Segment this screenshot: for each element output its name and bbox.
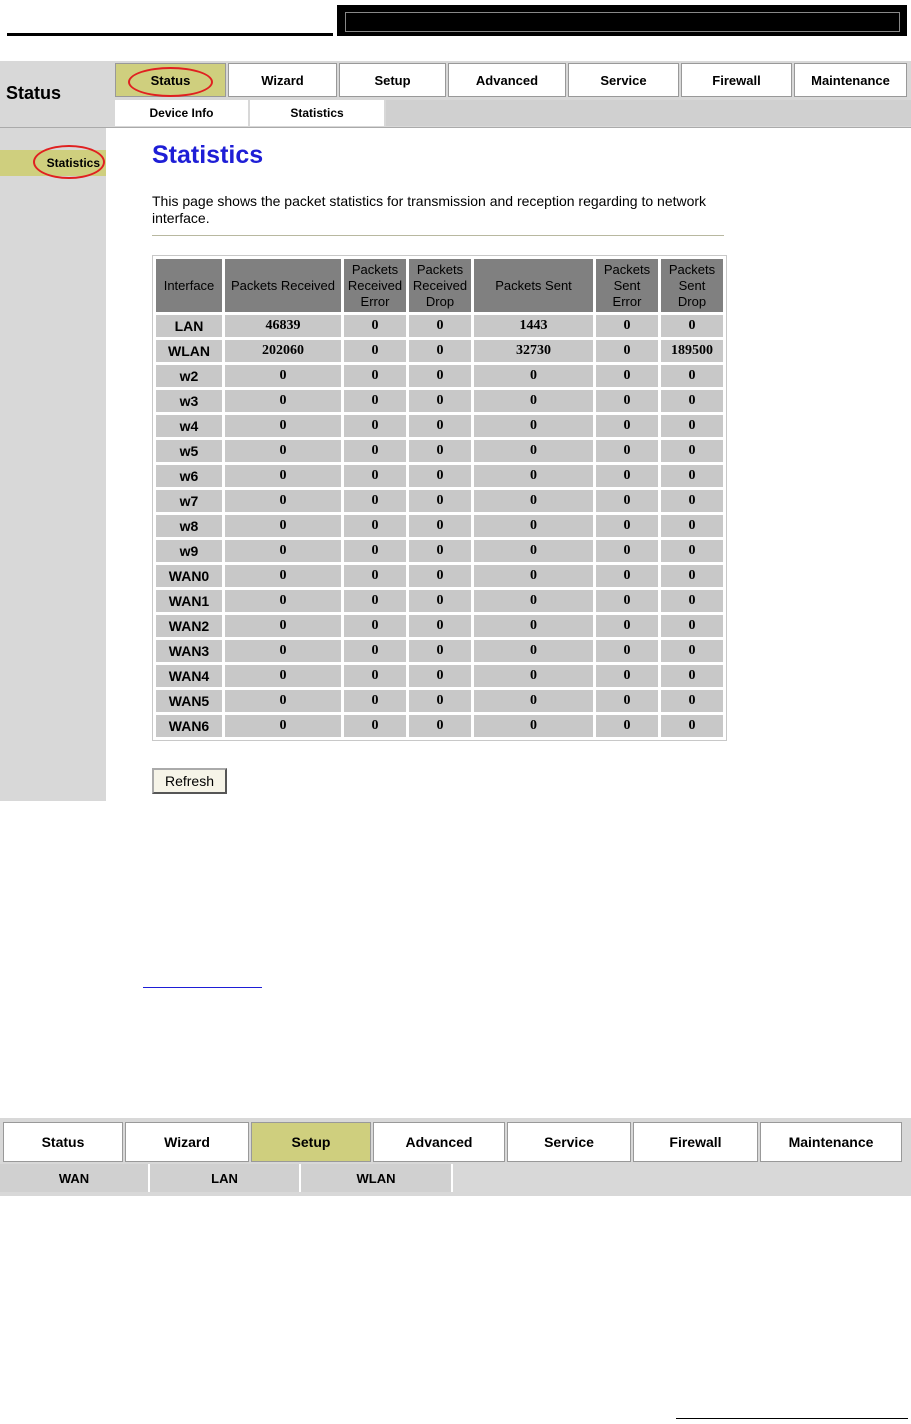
cell-packets-received-error: 0 xyxy=(344,615,406,637)
table-row xyxy=(156,540,723,562)
subtab-wlan[interactable]: WLAN xyxy=(301,1164,453,1192)
tab-status[interactable]: Status xyxy=(3,1122,123,1162)
table-row xyxy=(156,340,723,362)
cell-packets-sent: 0 xyxy=(474,715,593,737)
cell-packets-sent-drop: 189500 xyxy=(661,340,723,362)
header-black-bar-frame xyxy=(345,12,900,32)
cell-interface: WAN4 xyxy=(156,665,222,687)
header-packets-received-drop: Packets Received Drop xyxy=(409,259,471,312)
cell-packets-received-error: 0 xyxy=(344,315,406,337)
cell-packets-sent-drop: 0 xyxy=(661,515,723,537)
cell-packets-received: 0 xyxy=(225,440,341,462)
table-row xyxy=(156,490,723,512)
sub-tabs xyxy=(115,100,911,126)
refresh-button[interactable]: Refresh xyxy=(152,768,227,794)
cell-packets-received: 0 xyxy=(225,715,341,737)
table-row xyxy=(156,365,723,387)
cell-interface: w5 xyxy=(156,440,222,462)
cell-packets-sent-error: 0 xyxy=(596,365,658,387)
cell-packets-sent: 1443 xyxy=(474,315,593,337)
cell-packets-sent: 0 xyxy=(474,490,593,512)
header-packets-sent: Packets Sent xyxy=(474,259,593,312)
header-interface: Interface xyxy=(156,259,222,312)
tab-maintenance[interactable]: Maintenance xyxy=(794,63,907,97)
cell-packets-received: 0 xyxy=(225,365,341,387)
cell-packets-sent-drop: 0 xyxy=(661,665,723,687)
cell-packets-received-error: 0 xyxy=(344,440,406,462)
cell-interface: w3 xyxy=(156,390,222,412)
cell-packets-sent-drop: 0 xyxy=(661,390,723,412)
cell-packets-sent-error: 0 xyxy=(596,415,658,437)
cell-interface: WAN2 xyxy=(156,615,222,637)
cell-packets-sent: 0 xyxy=(474,365,593,387)
cell-packets-sent-error: 0 xyxy=(596,665,658,687)
cell-packets-sent-error: 0 xyxy=(596,590,658,612)
cell-packets-received-error: 0 xyxy=(344,715,406,737)
cell-packets-sent-error: 0 xyxy=(596,715,658,737)
tab-status[interactable]: Status xyxy=(115,63,226,97)
cell-packets-sent: 0 xyxy=(474,640,593,662)
statistics-table-body xyxy=(156,315,723,737)
table-row xyxy=(156,465,723,487)
cell-interface: LAN xyxy=(156,315,222,337)
nav-separator xyxy=(0,127,911,128)
table-row xyxy=(156,515,723,537)
cell-packets-received-drop: 0 xyxy=(409,390,471,412)
cell-packets-sent: 0 xyxy=(474,390,593,412)
cell-packets-received: 0 xyxy=(225,615,341,637)
cell-packets-sent: 0 xyxy=(474,590,593,612)
statistics-screenshot xyxy=(0,61,911,801)
cell-packets-sent: 0 xyxy=(474,565,593,587)
tab-setup[interactable]: Setup xyxy=(251,1122,371,1162)
cell-packets-received: 0 xyxy=(225,390,341,412)
cell-packets-sent-error: 0 xyxy=(596,515,658,537)
tab-advanced[interactable]: Advanced xyxy=(373,1122,505,1162)
cell-packets-sent-drop: 0 xyxy=(661,690,723,712)
cell-packets-sent: 0 xyxy=(474,440,593,462)
table-row xyxy=(156,640,723,662)
tab-service[interactable]: Service xyxy=(507,1122,631,1162)
cell-packets-received: 202060 xyxy=(225,340,341,362)
cell-packets-received-error: 0 xyxy=(344,340,406,362)
cell-packets-received-error: 0 xyxy=(344,515,406,537)
cell-interface: w4 xyxy=(156,415,222,437)
cell-packets-sent-drop: 0 xyxy=(661,590,723,612)
sidebar xyxy=(0,128,106,801)
section-label: Status xyxy=(6,83,62,103)
header-packets-sent-drop: Packets Sent Drop xyxy=(661,259,723,312)
tab-firewall[interactable]: Firewall xyxy=(681,63,792,97)
cell-interface: w9 xyxy=(156,540,222,562)
tab-maintenance[interactable]: Maintenance xyxy=(760,1122,902,1162)
cell-packets-received-error: 0 xyxy=(344,540,406,562)
table-row xyxy=(156,415,723,437)
cell-packets-sent-error: 0 xyxy=(596,340,658,362)
header-packets-received-error: Packets Received Error xyxy=(344,259,406,312)
cell-interface: w7 xyxy=(156,490,222,512)
cell-packets-sent: 0 xyxy=(474,540,593,562)
cell-packets-received-drop: 0 xyxy=(409,565,471,587)
setup-sub-tabs xyxy=(0,1164,453,1192)
cell-packets-received-drop: 0 xyxy=(409,690,471,712)
sidebar-item-statistics[interactable]: Statistics xyxy=(0,150,106,176)
subtab-statistics[interactable]: Statistics xyxy=(250,100,386,126)
table-row xyxy=(156,590,723,612)
cell-packets-received-drop: 0 xyxy=(409,615,471,637)
table-row xyxy=(156,615,723,637)
cell-packets-received: 0 xyxy=(225,540,341,562)
cell-packets-received-drop: 0 xyxy=(409,490,471,512)
cell-packets-sent-error: 0 xyxy=(596,315,658,337)
subtab-device-info[interactable]: Device Info xyxy=(115,100,250,126)
cell-interface: WAN6 xyxy=(156,715,222,737)
cell-packets-received-error: 0 xyxy=(344,690,406,712)
cell-packets-received-error: 0 xyxy=(344,490,406,512)
setup-main-tabs xyxy=(3,1122,902,1162)
cell-packets-sent-error: 0 xyxy=(596,440,658,462)
cell-interface: WAN5 xyxy=(156,690,222,712)
cell-packets-sent: 0 xyxy=(474,415,593,437)
cell-packets-received-drop: 0 xyxy=(409,515,471,537)
page-title: Statistics xyxy=(152,141,264,169)
cell-packets-sent-drop: 0 xyxy=(661,365,723,387)
page-description: This page shows the packet statistics for transmission and reception regarding to network interface. xyxy=(152,193,707,226)
cell-interface: w8 xyxy=(156,515,222,537)
cell-packets-received: 0 xyxy=(225,490,341,512)
subtab-filler xyxy=(386,100,911,126)
header-rule xyxy=(7,33,333,36)
tab-advanced[interactable]: Advanced xyxy=(448,63,566,97)
cell-packets-sent-drop: 0 xyxy=(661,615,723,637)
cell-packets-received-drop: 0 xyxy=(409,590,471,612)
cell-packets-sent: 0 xyxy=(474,615,593,637)
cell-packets-received: 0 xyxy=(225,640,341,662)
header-packets-sent-error: Packets Sent Error xyxy=(596,259,658,312)
cell-packets-received-drop: 0 xyxy=(409,715,471,737)
cell-packets-received-error: 0 xyxy=(344,640,406,662)
cell-packets-received-error: 0 xyxy=(344,465,406,487)
cell-packets-sent-error: 0 xyxy=(596,465,658,487)
table-row xyxy=(156,440,723,462)
cell-packets-received-drop: 0 xyxy=(409,440,471,462)
cell-packets-sent-drop: 0 xyxy=(661,440,723,462)
cell-packets-received-drop: 0 xyxy=(409,665,471,687)
footer-rule xyxy=(676,1418,908,1419)
cell-packets-sent-drop: 0 xyxy=(661,565,723,587)
tab-firewall[interactable]: Firewall xyxy=(633,1122,758,1162)
divider xyxy=(152,235,724,236)
cell-packets-received-error: 0 xyxy=(344,565,406,587)
cell-packets-sent: 0 xyxy=(474,465,593,487)
cell-packets-received-drop: 0 xyxy=(409,315,471,337)
cell-packets-sent-drop: 0 xyxy=(661,315,723,337)
cell-packets-sent-error: 0 xyxy=(596,490,658,512)
cell-interface: WAN0 xyxy=(156,565,222,587)
cell-interface: WAN3 xyxy=(156,640,222,662)
setup-menu-screenshot xyxy=(0,1118,911,1196)
link-underline xyxy=(143,987,262,988)
cell-packets-sent: 0 xyxy=(474,665,593,687)
cell-packets-received-error: 0 xyxy=(344,390,406,412)
cell-packets-received-drop: 0 xyxy=(409,365,471,387)
tab-setup[interactable]: Setup xyxy=(339,63,446,97)
cell-packets-sent-drop: 0 xyxy=(661,490,723,512)
cell-interface: w2 xyxy=(156,365,222,387)
cell-packets-sent-error: 0 xyxy=(596,390,658,412)
cell-packets-sent-error: 0 xyxy=(596,540,658,562)
cell-packets-received: 0 xyxy=(225,565,341,587)
cell-packets-received-error: 0 xyxy=(344,415,406,437)
cell-packets-received: 0 xyxy=(225,465,341,487)
tab-wizard[interactable]: Wizard xyxy=(125,1122,249,1162)
cell-packets-received: 0 xyxy=(225,590,341,612)
header-packets-received: Packets Received xyxy=(225,259,341,312)
cell-packets-sent-drop: 0 xyxy=(661,715,723,737)
cell-packets-sent: 32730 xyxy=(474,340,593,362)
cell-packets-received-error: 0 xyxy=(344,365,406,387)
cell-packets-sent-error: 0 xyxy=(596,615,658,637)
cell-interface: w6 xyxy=(156,465,222,487)
cell-packets-sent-error: 0 xyxy=(596,690,658,712)
cell-packets-sent-drop: 0 xyxy=(661,465,723,487)
cell-packets-received-drop: 0 xyxy=(409,340,471,362)
main-tabs xyxy=(115,63,907,97)
tab-service[interactable]: Service xyxy=(568,63,679,97)
cell-packets-sent-error: 0 xyxy=(596,565,658,587)
cell-packets-received-drop: 0 xyxy=(409,640,471,662)
cell-packets-sent: 0 xyxy=(474,690,593,712)
table-row xyxy=(156,715,723,737)
cell-packets-received-drop: 0 xyxy=(409,415,471,437)
table-row xyxy=(156,690,723,712)
cell-packets-sent-drop: 0 xyxy=(661,540,723,562)
cell-packets-sent-drop: 0 xyxy=(661,640,723,662)
cell-packets-received: 0 xyxy=(225,415,341,437)
cell-interface: WAN1 xyxy=(156,590,222,612)
cell-packets-received: 0 xyxy=(225,690,341,712)
table-row xyxy=(156,390,723,412)
subtab-lan[interactable]: LAN xyxy=(150,1164,301,1192)
tab-wizard[interactable]: Wizard xyxy=(228,63,337,97)
table-row xyxy=(156,665,723,687)
cell-packets-received: 0 xyxy=(225,665,341,687)
table-row xyxy=(156,315,723,337)
cell-packets-received-drop: 0 xyxy=(409,465,471,487)
subtab-wan[interactable]: WAN xyxy=(0,1164,150,1192)
statistics-table xyxy=(152,255,727,741)
table-row xyxy=(156,565,723,587)
cell-packets-received: 0 xyxy=(225,515,341,537)
table-header-row xyxy=(156,259,723,312)
cell-interface: WLAN xyxy=(156,340,222,362)
cell-packets-sent: 0 xyxy=(474,515,593,537)
cell-packets-received-error: 0 xyxy=(344,590,406,612)
cell-packets-sent-error: 0 xyxy=(596,640,658,662)
cell-packets-received: 46839 xyxy=(225,315,341,337)
cell-packets-received-error: 0 xyxy=(344,665,406,687)
cell-packets-received-drop: 0 xyxy=(409,540,471,562)
cell-packets-sent-drop: 0 xyxy=(661,415,723,437)
